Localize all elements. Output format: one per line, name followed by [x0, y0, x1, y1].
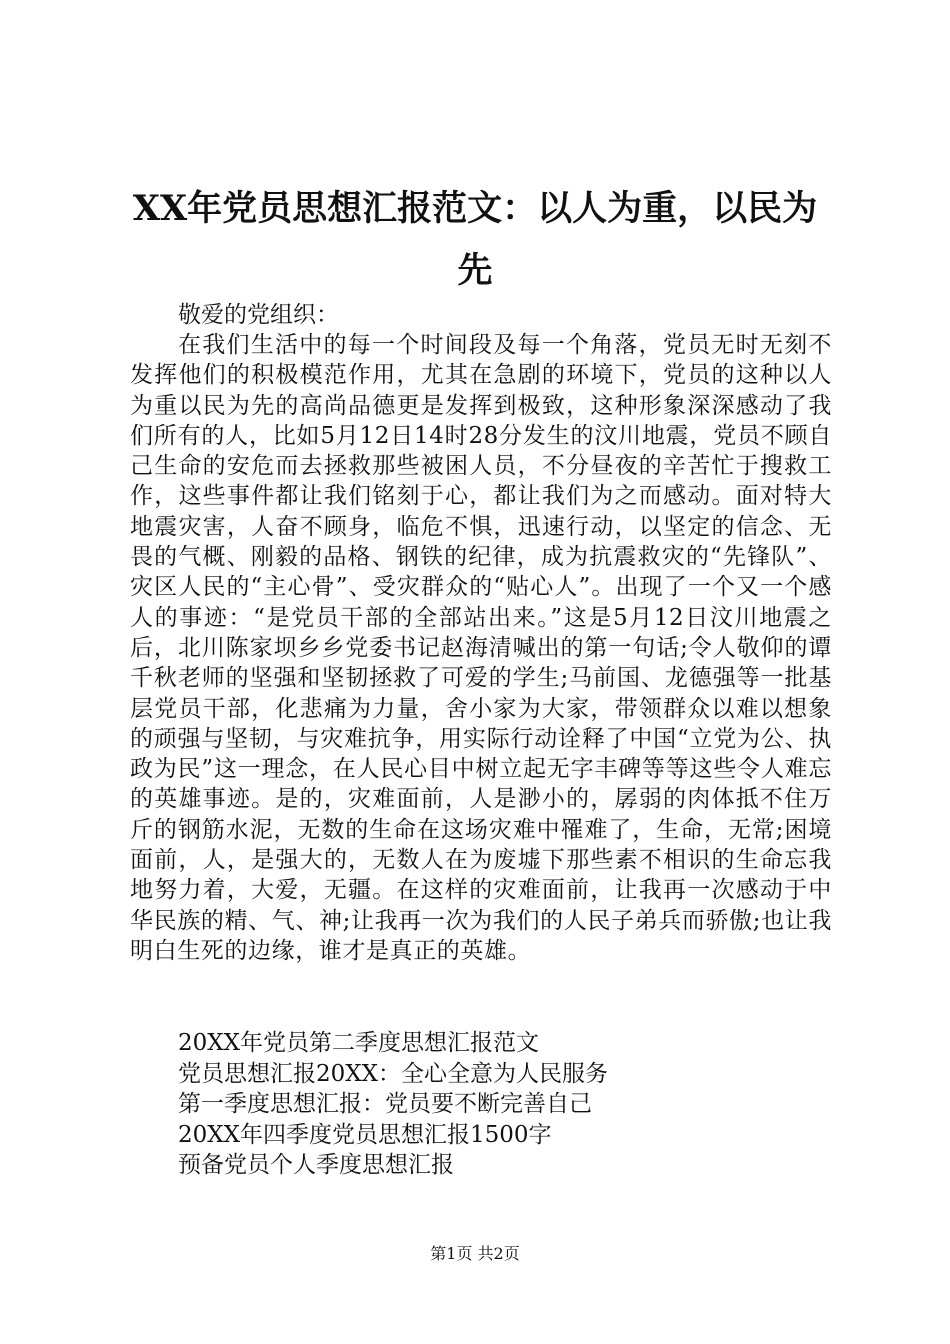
- related-article-link[interactable]: 20XX年四季度党员思想汇报1500字: [178, 1121, 552, 1148]
- related-article-link[interactable]: 党员思想汇报20XX：全心全意为人民服务: [178, 1060, 609, 1087]
- body-paragraph: 在我们生活中的每一个时间段及每一个角落，党员无时无刻不发挥他们的积极模范作用，尤其在急剧的环境下，党员的这种以人为重以民为先的高尚品德更是发挥到极致，这种形象深深感动了我们所有的人，比如5月12日14时28分发生的汶川地震，党员不顾自己生命的安危而去拯救那些被困人员，不分昼夜的辛苦忙于搜救工作，这些事件都让我们铭刻于心，都让我们为之而感动。面对特大地震灾害，人奋不顾身，临危不惧，迅速行动，以坚定的信念、无畏的气概、刚毅的品格、钢铁的纪律，成为抗震救灾的“先锋队”、灾区人民的“主心骨”、受灾群众的“贴心人”。出现了一个又一个感人的事迹：“是党员干部的全部站出来。”这是5月12日汶川地震之后，北川陈家坝乡乡党委书记赵海清喊出的第一句话;令人敬仰的谭千秋老师的坚强和坚韧拯救了可爱的学生;马前国、龙德强等一批基层党员干部，化悲痛为力量，舍小家为大家，带领群众以难以想象的顽强与坚韧，与灾难抗争，用实际行动诠释了中国“立党为公、执政为民”这一理念，在人民心目中树立起无字丰碑等等这些令人难忘的英雄事迹。是的，灾难面前，人是渺小的，孱弱的肉体抵不住万斤的钢筋水泥，无数的生命在这场灾难中罹难了，生命，无常;困境面前，人，是强大的，无数人在为废墟下那些素不相识的生命忘我地努力着，大爱，无疆。在这样的灾难面前，让我再一次感动于中华民族的精、气、神;让我再一次为我们的人民子弟兵而骄傲;也让我明白生死的边缘，谁才是真正的英雄。: [130, 332, 832, 964]
- related-articles-list: [178, 1028, 608, 1181]
- related-article-link[interactable]: 第一季度思想汇报：党员要不断完善自己: [178, 1091, 592, 1117]
- related-article-link[interactable]: 20XX年党员第二季度思想汇报范文: [178, 1030, 540, 1056]
- related-article-link[interactable]: 预备党员个人季度思想汇报: [178, 1152, 454, 1178]
- document-title: XX年党员思想汇报范文：以人为重，以民为先: [132, 188, 818, 291]
- page-number-footer: 第1页 共2页: [430, 1244, 520, 1263]
- salutation: 敬爱的党组织：: [178, 302, 339, 328]
